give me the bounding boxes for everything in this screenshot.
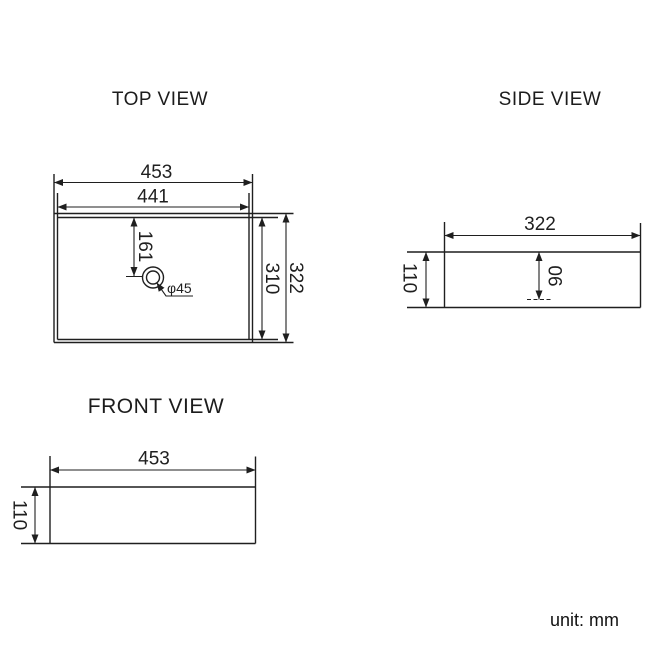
side-view-title: SIDE VIEW	[498, 89, 602, 110]
side-height-value: 110	[398, 262, 420, 294]
drain-hole-inner-circle	[147, 271, 160, 284]
front-view-title: FRONT VIEW	[87, 395, 225, 418]
top-view-title: TOP VIEW	[111, 89, 209, 110]
front-width-value: 453	[138, 448, 170, 470]
side-view-drawing	[399, 214, 641, 308]
hole-offset-value: 161	[134, 230, 155, 263]
front-view-drawing	[9, 449, 256, 544]
unit-note: unit: mm	[550, 610, 620, 630]
top-outer-width-value: 453	[140, 162, 173, 183]
front-height-value: 110	[8, 499, 30, 531]
top-inner-width-value: 441	[137, 186, 169, 208]
top-view-drawing	[54, 162, 306, 343]
top-outer-depth-value: 322	[285, 262, 306, 294]
top-inner-depth-value: 310	[261, 262, 282, 295]
hole-diameter-value: φ45	[167, 280, 192, 296]
side-inner-depth-value: 90	[546, 265, 567, 287]
drain-hole-outer-circle	[143, 267, 164, 288]
side-depth-value: 322	[524, 214, 556, 235]
